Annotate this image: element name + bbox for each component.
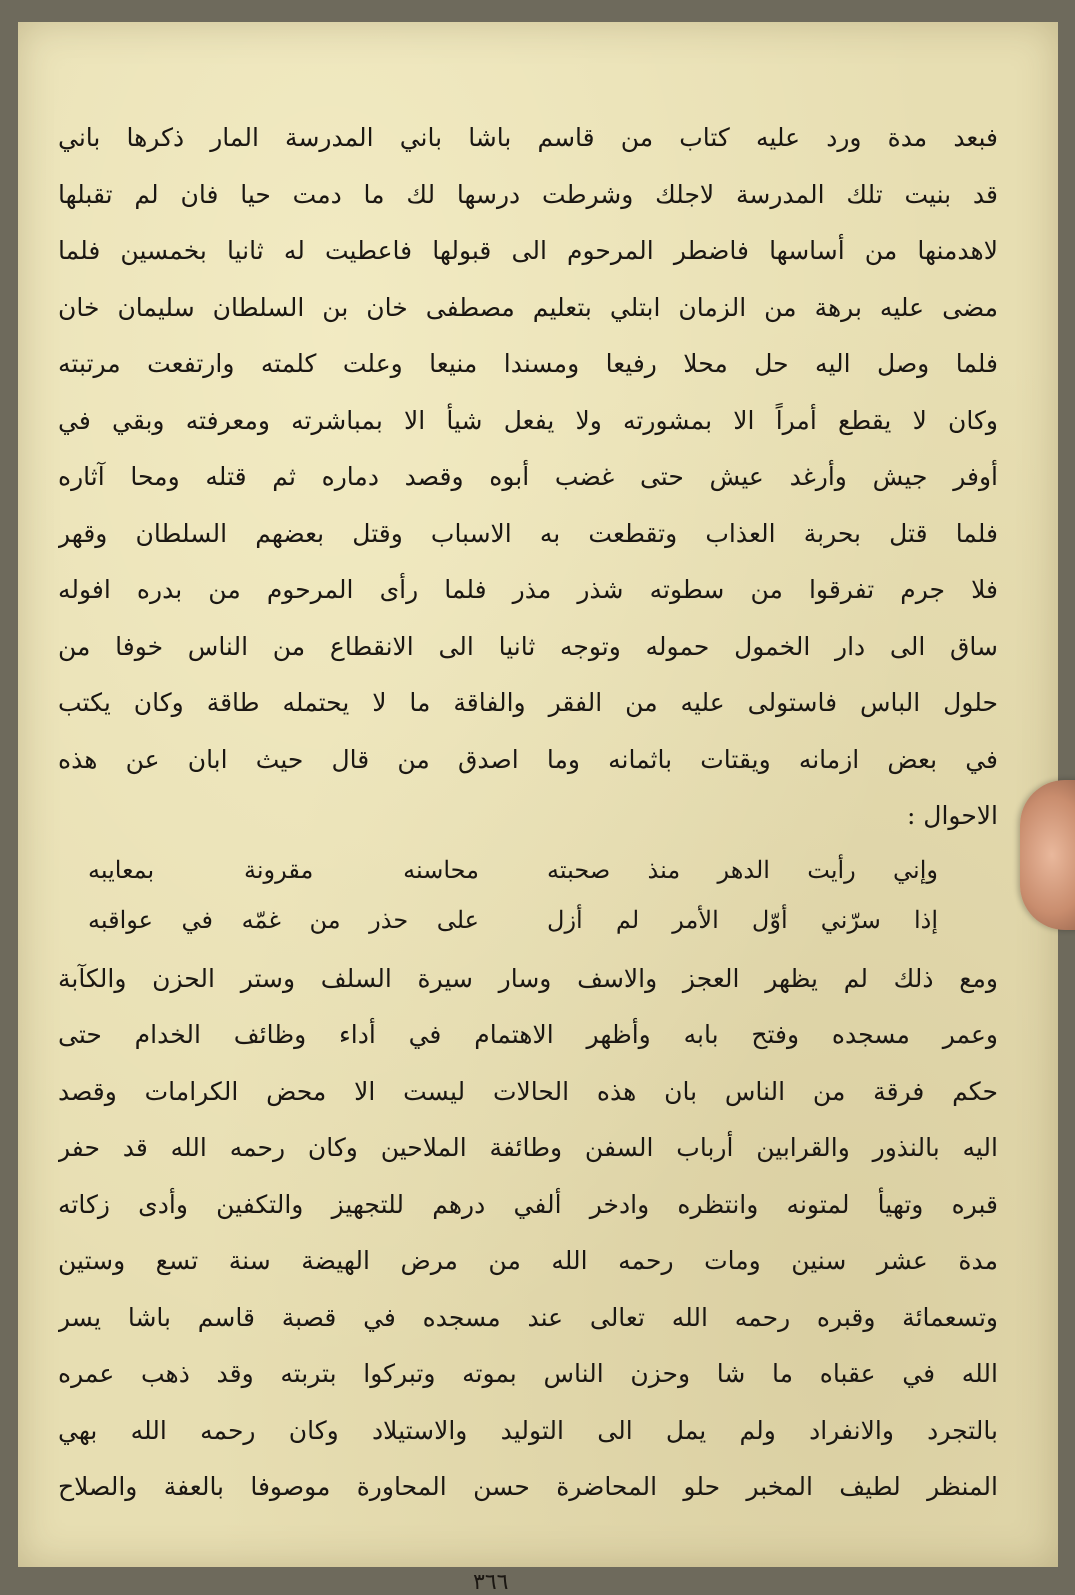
text-line: وعمر مسجده وفتح بابه وأظهر الاهتمام في أداء وظائف الخدام حتى [58,1020,998,1049]
page-text [58,110,998,1516]
text-line: الله في عقباه ما شا وحزن الناس بموته وتبركوا بتربته وقد ذهب عمره [58,1359,998,1388]
poem [58,845,998,945]
text-line: لاهدمنها من أساسها فاضطر المرحوم الى قبولها فاعطيت له ثانيا بخمسين فلما [58,236,998,265]
text-line: ومع ذلك لم يظهر العجز والاسف وسار سيرة السلف وستر الحزن والكآبة [58,963,998,993]
text-line: قد بنيت تلك المدرسة لاجلك وشرطت درسها لك ما دمت حيا فان لم تقبلها [58,179,998,209]
thumb-icon [1020,780,1075,930]
text-line: أوفر جيش وأرغد عيش حتى غضب أبوه وقصد دماره ثم قتله ومحا آثاره [58,462,998,491]
text-line: فلما قتل بحربة العذاب وتقطعت به الاسباب وقتل بعضهم السلطان وقهر [58,518,998,548]
poem-verse [58,895,998,945]
page-number: ٣٦٦ [473,1570,509,1595]
text-line: حلول الباس فاستولى عليه من الفقر والفاقة ما لا يحتمله طاقة وكان يكتب [58,688,998,717]
verse-second-hemistich: على حذر من غمّه في عواقبه [88,905,479,934]
text-line: فبعد مدة ورد عليه كتاب من قاسم باشا باني المدرسة المار ذكرها باني [58,123,998,152]
text-line: وكان لا يقطع أمراً الا بمشورته ولا يفعل شيأ الا بمباشرته ومعرفته وبقي في [58,405,998,435]
text-line: مدة عشر سنين ومات رحمه الله من مرض الهيضة سنة تسع وستين [58,1246,998,1275]
text-line: فلما وصل اليه حل محلا رفيعا ومسندا منيعا وعلت كلمته وارتفعت مرتبته [58,349,998,378]
text-line: فلا جرم تفرقوا من سطوته شذر مذر فلما رأى المرحوم من بدره افوله [58,575,998,604]
poem-verse [58,845,998,895]
text-line: المنظر لطيف المخبر حلو المحاضرة حسن المحاورة موصوفا بالعفة والصلاح [58,1472,998,1501]
text-line: وتسعمائة وقبره رحمه الله تعالى عند مسجده في قصبة قاسم باشا يسر [58,1302,998,1332]
text-line: مضى عليه برهة من الزمان ابتلي بتعليم مصطفى خان بن السلطان سليمان خان [58,292,998,322]
text-line: في بعض ازمانه ويقتات باثمانه وما اصدق من قال حيث ابان عن هذه [58,744,998,774]
text-line: ساق الى دار الخمول حموله وتوجه ثانيا الى الانقطاع من الناس خوفا من [58,631,998,661]
verse-first-hemistich: وإني رأيت الدهر منذ صحبته [547,855,938,884]
text-line: قبره وتهيأ لمتونه وانتظره وادخر ألفي درهم للتجهيز والتكفين وأدى زكاته [58,1189,998,1219]
verse-second-hemistich: محاسنه مقرونة بمعايبه [88,855,479,884]
verse-first-hemistich: إذا سرّني أوّل الأمر لم أزل [547,905,938,934]
text-line: بالتجرد والانفراد ولم يمل الى التوليد والاستيلاد وكان رحمه الله بهي [58,1415,998,1445]
text-line: الاحوال : [906,801,998,830]
book-page [18,22,1058,1595]
paragraph-2 [58,951,998,1516]
text-line: حكم فرقة من الناس بان هذه الحالات ليست الا محض الكرامات وقصد [58,1076,998,1106]
paragraph-1 [58,110,998,845]
text-line: اليه بالنذور والقرابين أرباب السفن وطائفة الملاحين وكان رحمه الله قد حفر [58,1133,998,1162]
